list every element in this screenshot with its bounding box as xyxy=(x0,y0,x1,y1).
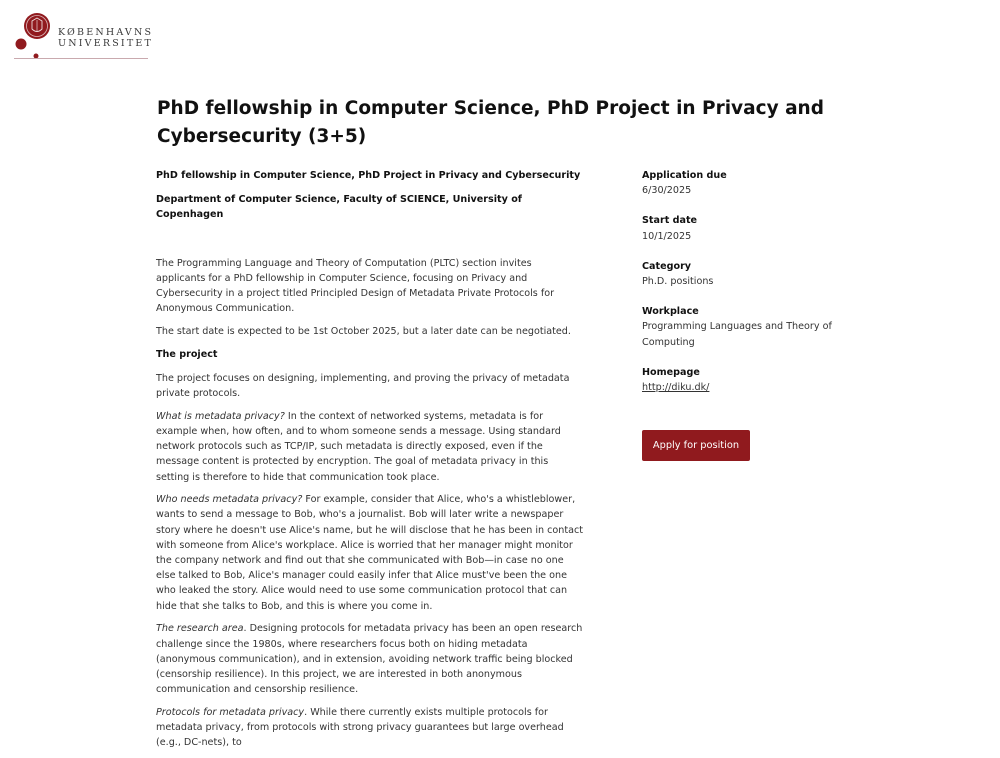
category-label: Category xyxy=(642,260,692,272)
university-name xyxy=(58,27,153,49)
who-needs-text: For example, consider that Alice, who's a whistleblower, wants to send a message to Bob, who's a journalist. Bob will later write a newspaper story where he doesn't use Alice's name, but he will disclose that he has been in contact with someone from Alice's workplace. Alice is worried that her manager might monitor the company network and find out that she communicated with Bob—in case no one else talked to Bob, Alice's manager could easily infer that Alice must've been the one who leaked the story. Alice would need to use some communication protocol that can hide that she talks to Bob, and this is where you come in. xyxy=(156,494,584,612)
homepage xyxy=(642,365,842,395)
logo-line-1: KØBENHAVNS xyxy=(58,27,154,38)
application-due xyxy=(642,168,842,198)
workplace-label: Workplace xyxy=(642,306,699,318)
lead-department: Department of Computer Science, Faculty of SCIENCE, University of Copenhagen xyxy=(156,194,522,221)
homepage-link[interactable]: http://diku.dk/ xyxy=(642,382,710,394)
category xyxy=(642,259,842,289)
research-area-paragraph xyxy=(156,621,584,697)
start-date-paragraph: The start date is expected to be 1st October 2025, but a later date can be negotiated. xyxy=(156,325,571,337)
application-due-value: 6/30/2025 xyxy=(642,185,692,197)
application-due-label: Application due xyxy=(642,170,727,181)
category-value: Ph.D. positions xyxy=(642,276,714,288)
research-area-text: . Designing protocols for metadata privacy has been an open research challenge since the 1980s, where researchers focus both on hiding metadata (anonymous communication), and in extension, avoiding network traffic being blocked (censorship resilience). In this project, we are interested in both anonymous communication and censorship resilience. xyxy=(156,623,583,696)
protocols-text: . While there currently exists multiple protocols for metadata privacy, from protocols with strong privacy guarantees but large overhead (e.g., DC-nets), to xyxy=(156,706,564,749)
workplace xyxy=(642,304,842,350)
university-logo[interactable] xyxy=(14,12,154,62)
header-divider xyxy=(14,58,148,59)
start-date-label: Start date xyxy=(642,215,698,227)
workplace-value: Programming Languages and Theory of Computing xyxy=(642,321,832,348)
who-needs-label: Who needs metadata privacy? xyxy=(156,494,303,506)
intro-paragraph: The Programming Language and Theory of Computation (PLTC) section invites applicants for a PhD fellowship in Computer Science, focusing on Privacy and Cybersecurity in a project titled Principled Design of Metadata Private Protocols for Anonymous Communication. xyxy=(156,257,555,315)
job-description xyxy=(156,168,584,758)
start-date-value: 10/1/2025 xyxy=(642,230,692,242)
job-sidebar xyxy=(642,168,842,451)
research-area-label: The research area xyxy=(156,623,244,635)
protocols-paragraph xyxy=(156,705,584,751)
apply-button[interactable]: Apply for position xyxy=(642,430,750,461)
logo-line-2: UNIVERSITET xyxy=(58,38,154,49)
page-title: PhD fellowship in Computer Science, PhD Project in Privacy and Cybersecurity (3+5) xyxy=(157,98,824,147)
who-needs-paragraph xyxy=(156,492,584,614)
project-paragraph: The project focuses on designing, implementing, and proving the privacy of metadata private protocols. xyxy=(156,372,570,400)
start-date xyxy=(642,213,842,243)
project-heading: The project xyxy=(156,348,218,360)
metadata-privacy-text: In the context of networked systems, metadata is for example when, how often, and to whom someone sends a message. Using standard network protocols such as TCP/IP, such metadata is directly exposed, even if the message content is protected by encryption. The goal of metadata privacy in this setting is therefore to hide that communication took place. xyxy=(156,410,561,483)
homepage-label: Homepage xyxy=(642,366,700,378)
metadata-privacy-paragraph xyxy=(156,409,584,485)
lead-position: PhD fellowship in Computer Science, PhD Project in Privacy and Cybersecurity xyxy=(156,170,581,181)
protocols-label: Protocols for metadata privacy xyxy=(156,706,305,718)
metadata-privacy-label: What is metadata privacy? xyxy=(156,410,285,422)
university-seal-icon xyxy=(14,12,58,62)
